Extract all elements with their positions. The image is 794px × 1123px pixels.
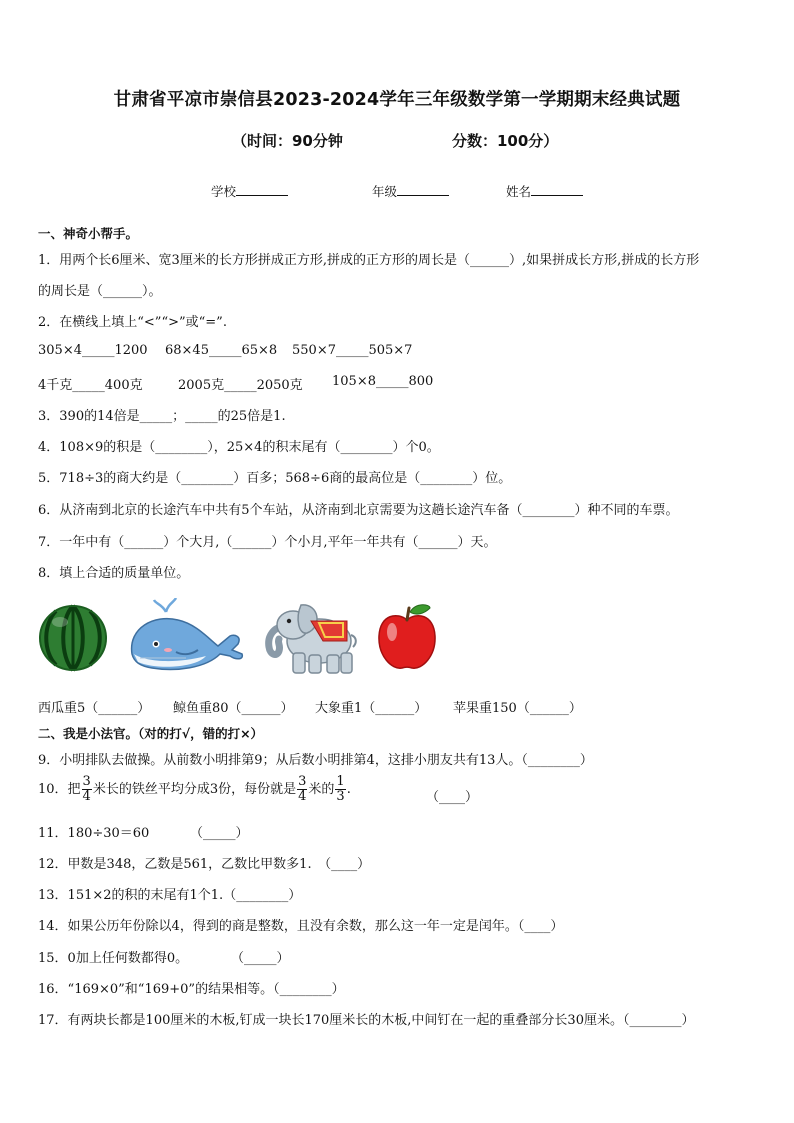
elephant-icon bbox=[261, 597, 361, 677]
question-2: 2．在横线上填上“<”“>”或“=”. bbox=[38, 315, 227, 330]
question-15-blank: （_____） bbox=[231, 951, 290, 966]
question-1-line-1: 1．用两个长6厘米、宽3厘米的长方形拼成正方形,拼成的正方形的周长是（______）,如果拼成长方形,拼成的长方形 bbox=[38, 253, 700, 268]
question-8-watermelon: 西瓜重5（______） bbox=[38, 701, 151, 716]
question-2-item: 550×7_____505×7 bbox=[292, 343, 413, 358]
section-1-heading: 一、神奇小帮手。 bbox=[38, 226, 139, 241]
question-10-blank: （____） bbox=[426, 790, 479, 805]
question-14: 14．如果公历年份除以4，得到的商是整数，且没有余数，那么这一年一定是闰年。（____） bbox=[38, 919, 564, 934]
question-10-text: . bbox=[346, 782, 351, 797]
whale-icon bbox=[126, 598, 246, 676]
question-3: 3．390的14倍是_____；_____的25倍是1. bbox=[38, 409, 286, 424]
question-1-line-2: 的周长是（______）。 bbox=[38, 284, 162, 299]
question-8: 8．填上合适的质量单位。 bbox=[38, 566, 190, 581]
question-10-text: 10．把 bbox=[38, 782, 81, 797]
fraction-3-4: $\frac{3}{4}$ bbox=[298, 774, 307, 804]
grade-field bbox=[372, 182, 449, 200]
question-10-text: 米的 bbox=[308, 782, 335, 797]
question-10-text: 米长的铁丝平均分成3份，每份就是 bbox=[92, 782, 297, 797]
question-11-blank: （_____） bbox=[190, 826, 249, 841]
name-field bbox=[506, 182, 583, 200]
question-8-elephant: 大象重1（______） bbox=[315, 701, 428, 716]
fraction-1-3: $\frac{1}{3}$ bbox=[336, 774, 345, 804]
question-2-item: 4千克_____400克 bbox=[38, 378, 143, 393]
question-5: 5．718÷3的商大约是（________）百多；568÷6商的最高位是（________）位。 bbox=[38, 471, 512, 486]
question-2-item: 68×45_____65×8 bbox=[165, 343, 278, 358]
exam-score: 分数：100分） bbox=[452, 132, 559, 150]
question-2-item: 2005克_____2050克 bbox=[178, 378, 303, 393]
question-9: 9．小明排队去做操。从前数小明排第9；从后数小明排第4，这排小朋友共有13人。（________） bbox=[38, 753, 593, 768]
section-2-heading: 二、我是小法官。（对的打√，错的打×） bbox=[38, 726, 264, 741]
grade-blank bbox=[397, 183, 449, 196]
question-15: 15．0加上任何数都得0。 bbox=[38, 951, 189, 966]
question-7: 7．一年中有（______）个大月,（______）个小月,平年一年共有（______）天。 bbox=[38, 535, 497, 550]
name-blank bbox=[531, 183, 583, 196]
question-2-item: 305×4_____1200 bbox=[38, 343, 148, 358]
question-8-whale: 鲸鱼重80（______） bbox=[173, 701, 294, 716]
watermelon-icon bbox=[38, 604, 108, 672]
exam-time: （时间：90分钟 bbox=[232, 132, 343, 150]
question-12: 12．甲数是348，乙数是561，乙数比甲数多1. （____） bbox=[38, 857, 371, 872]
school-blank bbox=[236, 183, 288, 196]
school-field bbox=[211, 182, 288, 200]
question-8-apple: 苹果重150（______） bbox=[453, 701, 582, 716]
grade-label: 年级 bbox=[372, 184, 398, 199]
question-4: 4．108×9的积是（________），25×4的积末尾有（________）个0。 bbox=[38, 440, 440, 455]
question-13: 13．151×2的积的末尾有1个1.（________） bbox=[38, 888, 302, 903]
question-11: 11．180÷30＝60 bbox=[38, 826, 150, 841]
question-17: 17．有两块长都是100厘米的木板,钉成一块长170厘米长的木板,中间钉在一起的重叠部分长30厘米。（________） bbox=[38, 1013, 695, 1028]
apple-icon bbox=[376, 602, 438, 672]
page-title: 甘肃省平凉市崇信县2023-2024学年三年级数学第一学期期末经典试题 bbox=[113, 90, 681, 110]
question-6: 6．从济南到北京的长途汽车中共有5个车站，从济南到北京需要为这趟长途汽车备（________）种不同的车票。 bbox=[38, 503, 679, 518]
fraction-3-4: $\frac{3}{4}$ bbox=[82, 774, 91, 804]
name-label: 姓名 bbox=[506, 184, 532, 199]
question-16: 16．“169×0”和“169+0”的结果相等。（________） bbox=[38, 982, 345, 997]
question-2-item: 105×8_____800 bbox=[332, 374, 434, 389]
question-10 bbox=[38, 775, 351, 804]
school-label: 学校 bbox=[211, 184, 237, 199]
